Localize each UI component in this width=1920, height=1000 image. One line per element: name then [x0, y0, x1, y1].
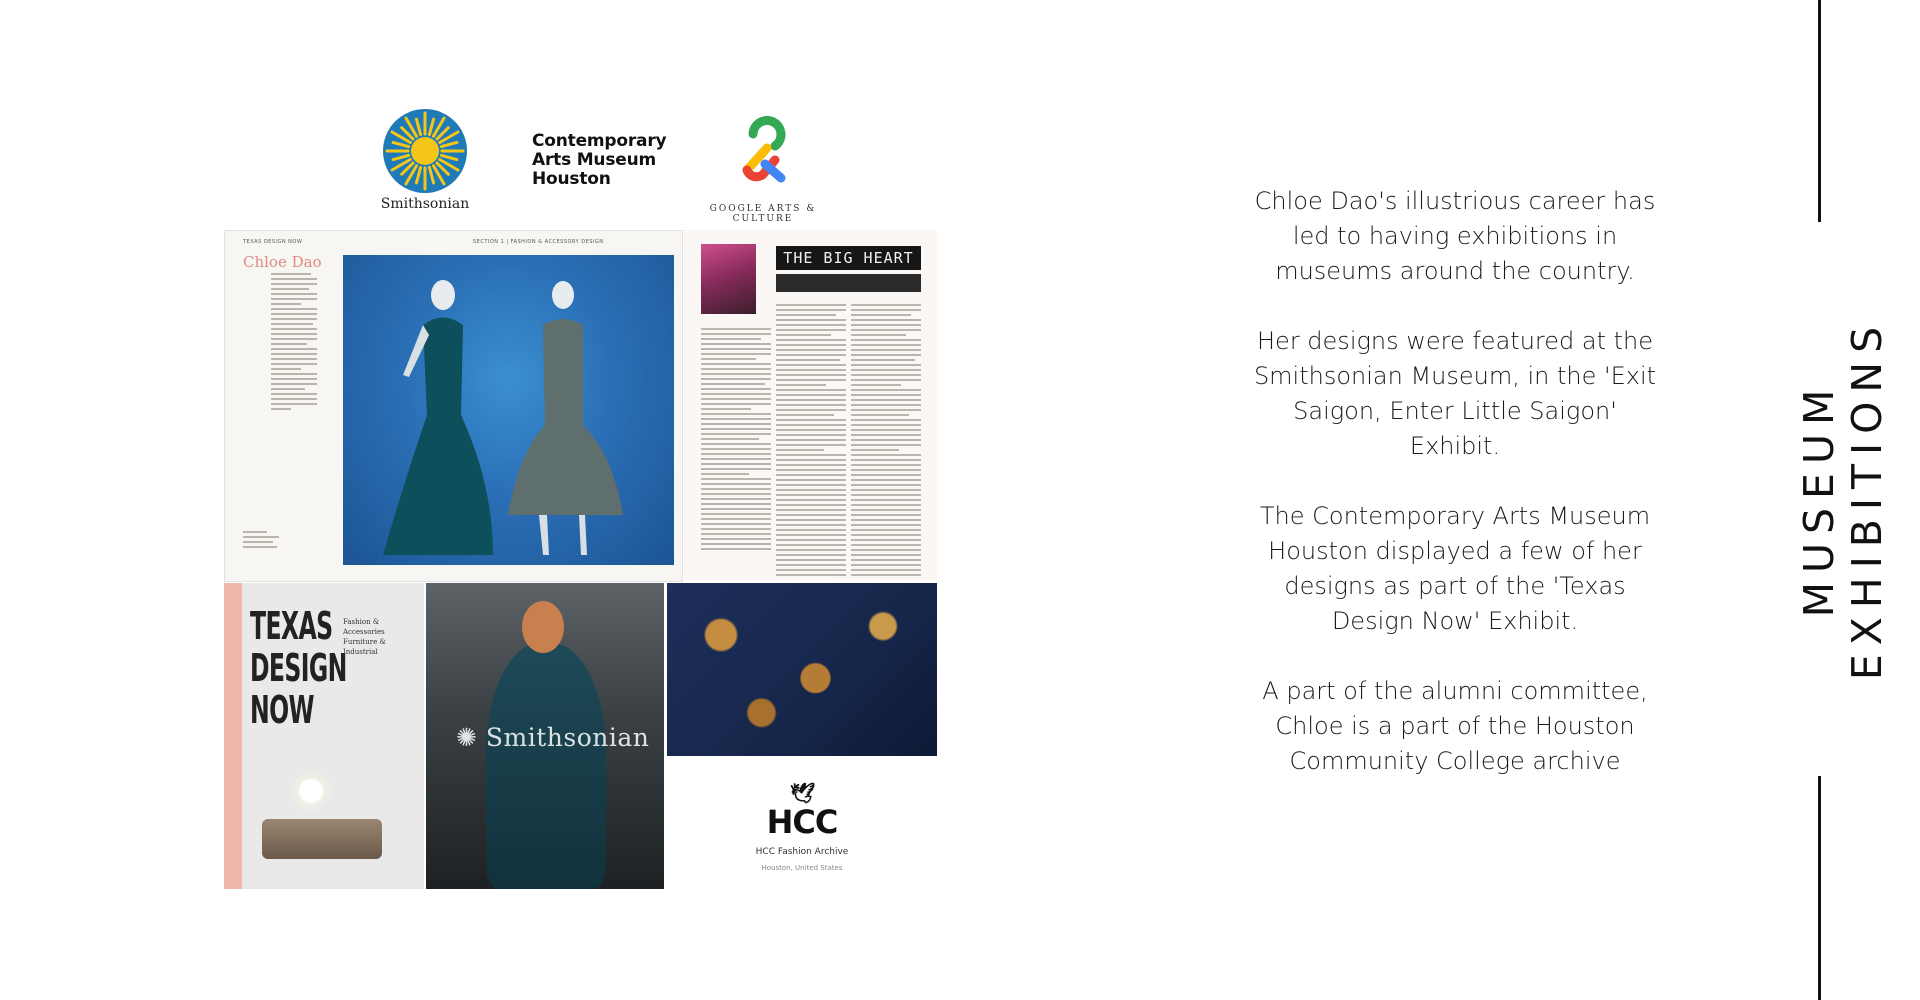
lamp-light-icon — [299, 779, 323, 803]
vertical-divider-bottom — [1818, 776, 1821, 1000]
smithsonian-sun-icon — [382, 108, 468, 194]
article-headline: THE BIG HEART — [776, 246, 921, 270]
hcc-archive-location: Houston, United States — [761, 864, 843, 872]
hcc-archive-name: HCC Fashion Archive — [755, 847, 849, 857]
smithsonian-watermark: ✺ Smithsonian — [456, 723, 650, 752]
cover-subtitle — [343, 617, 386, 657]
cover-subtitle-line: Accessories — [343, 628, 385, 636]
spread-header-right: SECTION 1 | FASHION & ACCESSORY DESIGN — [473, 239, 604, 245]
spread-header-left: TEXAS DESIGN NOW — [243, 239, 303, 245]
cover-title — [250, 605, 347, 731]
article-column — [851, 274, 921, 579]
chloe-dao-portrait — [701, 244, 756, 314]
vertical-divider-top — [1818, 0, 1821, 222]
runway-model — [486, 643, 606, 889]
cover-title-line: NOW — [250, 688, 314, 732]
description-paragraph: A part of the alumni committee, Chloe is a part of the Houston Community College archive — [1262, 677, 1648, 775]
smithsonian-logo — [375, 108, 475, 218]
camh-logo — [532, 132, 666, 189]
article-column — [776, 274, 846, 579]
cover-subtitle-line: Fashion & — [343, 618, 380, 626]
dragon-embroidered-garment-photo — [667, 583, 937, 756]
google-arts-culture-icon — [723, 112, 803, 196]
mannequin-gowns-photo — [343, 255, 674, 565]
big-heart-magazine-article — [684, 230, 937, 580]
hcc-fashion-archive-logo — [667, 759, 937, 889]
smithsonian-logo-text: Smithsonian — [380, 196, 470, 212]
smithsonian-runway-photo — [426, 583, 664, 889]
exhibitions-description — [1245, 184, 1665, 814]
camh-logo-line: Arts Museum — [532, 150, 656, 170]
spread-caption-text — [243, 531, 283, 551]
camh-logo-line: Houston — [532, 169, 611, 189]
cover-title-line: TEXAS — [250, 604, 333, 648]
spread-title: Chloe Dao — [243, 253, 322, 271]
hcc-mark — [667, 781, 937, 841]
hcc-mark-text: HCC — [766, 803, 838, 841]
google-arts-culture-logo — [683, 112, 843, 224]
article-column — [701, 328, 771, 553]
texas-design-now-book-cover — [224, 583, 424, 889]
description-paragraph: Her designs were featured at the Smithsonian Museum, in the 'Exit Saigon, Enter Little Saigon' Exhibit. — [1253, 327, 1657, 460]
cover-subtitle-line: Industrial — [343, 648, 378, 656]
spread-body-text — [271, 273, 317, 413]
google-arts-culture-text: GOOGLE ARTS & CULTURE — [709, 204, 817, 224]
texas-design-now-book-spread — [224, 230, 683, 582]
section-title: MUSEUM EXHIBITIONS — [1795, 317, 1891, 681]
description-paragraph: The Contemporary Arts Museum Houston displayed a few of her designs as part of the 'Texas Design Now' Exhibit. — [1259, 502, 1651, 635]
camh-logo-line: Contemporary — [532, 131, 667, 151]
bird-icon: 🕊 — [789, 781, 815, 805]
cover-title-line: DESIGN — [250, 646, 347, 690]
runway-model-head — [522, 601, 564, 653]
rock-sculpture — [262, 819, 382, 859]
cover-accent-band — [224, 583, 242, 889]
smithsonian-watermark-text: Smithsonian — [485, 723, 650, 752]
cover-subtitle-line: Furniture & — [343, 638, 386, 646]
description-paragraph: Chloe Dao's illustrious career has led to having exhibitions in museums around the country. — [1254, 187, 1656, 285]
